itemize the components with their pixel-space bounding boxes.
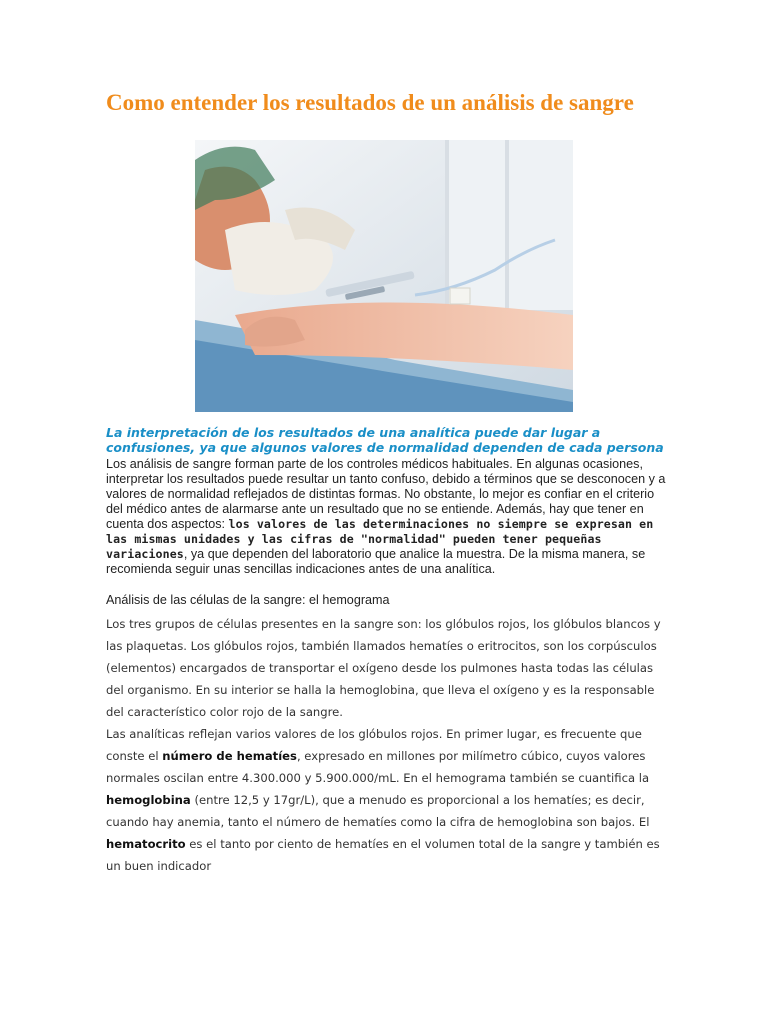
para2-text-e: es el tanto por ciento de hematíes en el volumen total de la sangre y también es un buen indicador bbox=[106, 837, 660, 873]
para2-text-c: , expresado en millones por milímetro cúbico, cuyos valores normales oscilan entre 4.300.000 y 5.900.000/mL. En el hemograma también se cuantifica la bbox=[106, 749, 650, 785]
intro-text-1: Los análisis de sangre forman parte de los controles médicos habituales. En algunas ocasiones, interpretar los resultados puede resultar un tanto confuso, debido a términos que se desconocen y a valores de normalidad reflejados de distintas formas. No obstante, lo mejor es confiar en el criterio del médico antes de alarmarse ante un resultado que no se entiende. Además, hay que tener en cuenta dos aspectos: bbox=[106, 457, 666, 531]
term-hematies: número de hematíes bbox=[162, 749, 297, 763]
intro-paragraph bbox=[106, 457, 666, 577]
term-hemoglobina: hemoglobina bbox=[106, 793, 191, 807]
blood-draw-photo bbox=[195, 140, 573, 412]
article-title: Como entender los resultados de un análisis de sangre bbox=[106, 90, 634, 115]
blood-draw-illustration bbox=[195, 140, 573, 412]
paragraph-cells: Los tres grupos de células presentes en la sangre son: los glóbulos rojos, los glóbulos blancos y las plaquetas. Los glóbulos rojos, también llamados hematíes o eritrocitos, son los corpúsculos (elementos) encargados de transportar el oxígeno desde los pulmones hasta todas las células del organismo. En su interior se halla la hemoglobina, que lleva el oxígeno y es la responsable del característico color rojo de la sangre. bbox=[106, 617, 661, 719]
term-hematocrito: hematocrito bbox=[106, 837, 186, 851]
article-body bbox=[106, 613, 666, 877]
para2-text-a: Las analíticas reflejan varios valores de los glóbulos rojos. En primer lugar, es frecuente que conste el bbox=[106, 727, 642, 763]
intro-text-2: , ya que dependen del laboratorio que analice la muestra. De la misma manera, se recomienda seguir unas sencillas indicaciones antes de una analítica. bbox=[106, 547, 646, 576]
section-subheading: Análisis de las células de la sangre: el hemograma bbox=[106, 593, 390, 607]
paragraph-red-cells bbox=[106, 727, 660, 873]
intro-bold-text: los valores de las determinaciones no siempre se expresan en las mismas unidades y las cifras de "normalidad" pueden tener pequeñas variaciones bbox=[106, 517, 654, 561]
para2-text-d: (entre 12,5 y 17gr/L), que a menudo es proporcional a los hematíes; es decir, cuando hay anemia, tanto el número de hematíes como la cifra de hemoglobina son bajos. El bbox=[106, 793, 650, 829]
article-lead: La interpretación de los resultados de una analítica puede dar lugar a confusiones, ya que algunos valores de normalidad dependen de cada persona bbox=[106, 425, 664, 455]
